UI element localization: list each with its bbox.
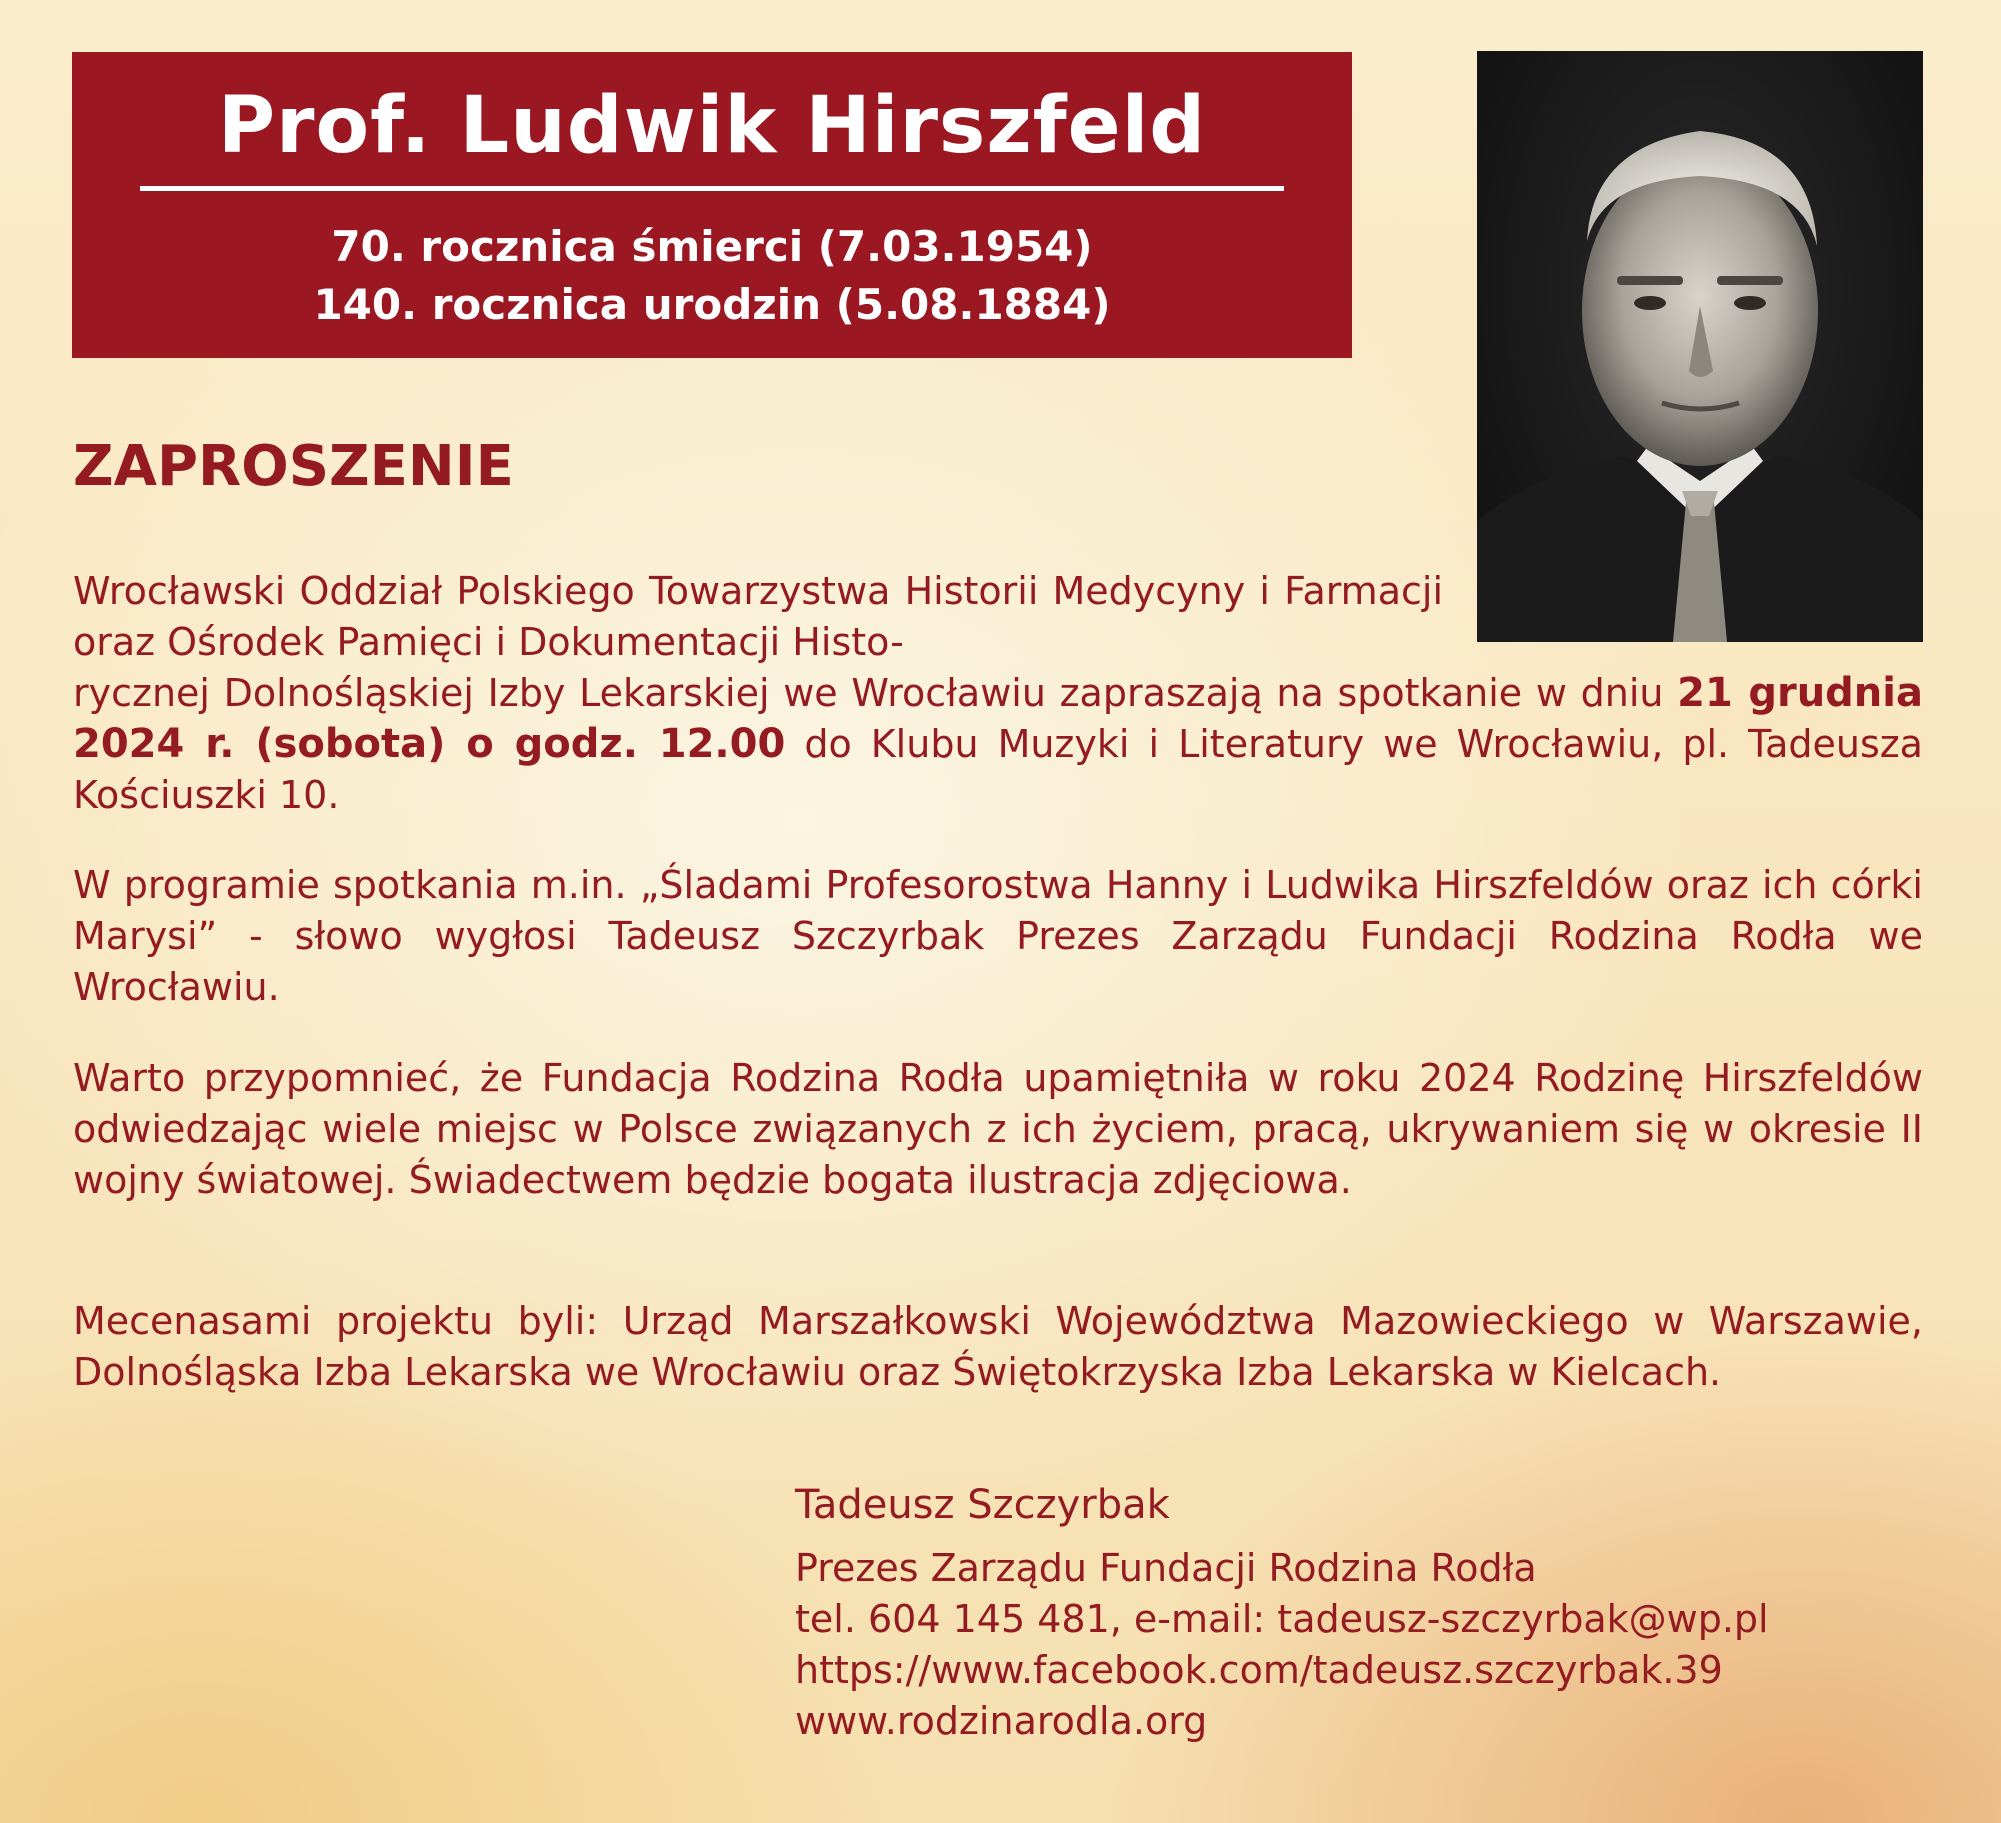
paragraph-patrons: Mecenasami projektu byli: Urząd Marszałkowski Województwa Mazowieckiego w Warszawie, Dolnośląska Izba Lekarska we Wrocławiu oraz Świętokrzyska Izba Lekarska w Kielcach. (73, 1299, 1923, 1394)
signature-role: Prezes Zarządu Fundacji Rodzina Rodła (795, 1546, 1537, 1590)
signature-name: Tadeusz Szczyrbak (795, 1482, 1170, 1528)
event-datetime: 21 grudnia 2024 r. (sobota) o godz. 12.00 (73, 670, 1923, 767)
title-divider (140, 186, 1284, 191)
page-title: Prof. Ludwik Hirszfeld (217, 81, 1207, 171)
paragraph-intro-a: Wrocławski Oddział Polskiego Towarzystwa Historii Medycyny i Farmacji oraz Ośrodek Pamięci i Dokumentacji Histo- (73, 569, 1443, 664)
header-banner (72, 52, 1352, 358)
portrait-photo (1477, 51, 1923, 642)
signature-contact: tel. 604 145 481, e-mail: tadeusz-szczyrbak@wp.pl (795, 1597, 1769, 1641)
facebook-link[interactable]: https://www.facebook.com/tadeusz.szczyrbak.39 (795, 1648, 1723, 1692)
intro-text: rycznej Dolnośląskiej Izby Lekarskiej we Wrocławiu zapraszają na spotkanie w dniu (73, 671, 1664, 715)
paragraph-remember: Warto przypomnieć, że Fundacja Rodzina Rodła upamiętniła w roku 2024 Rodzinę Hirszfeldów odwiedzając wiele miejsc w Polsce związanych z ich życiem, pracą, ukrywaniem się w okresie II wojny światowej. Świadectwem będzie bogata ilustracja zdjęciowa. (73, 1056, 1923, 1202)
website-link[interactable]: www.rodzinarodla.org (795, 1699, 1208, 1743)
paragraph-program: W programie spotkania m.in. „Śladami Profesorostwa Hanny i Ludwika Hirszfeldów oraz ich córki Marysi” - słowo wygłosi Tadeusz Szczyrbak Prezes Zarządu Fundacji Rodzina Rodła we Wrocławiu. (73, 863, 1923, 1009)
signature-block (795, 1480, 1895, 1747)
paragraph-intro-b (73, 668, 1923, 821)
anniversary-lines (72, 218, 1352, 334)
invitation-heading: ZAPROSZENIE (73, 434, 514, 499)
event-venue: do Klubu Muzyki i Literatury we Wrocławiu, pl. Tadeusza Kościuszki 10. (73, 722, 1923, 817)
death-anniversary: 70. rocznica śmierci (7.03.1954) (331, 222, 1093, 271)
birth-anniversary: 140. rocznica urodzin (5.08.1884) (313, 280, 1111, 329)
